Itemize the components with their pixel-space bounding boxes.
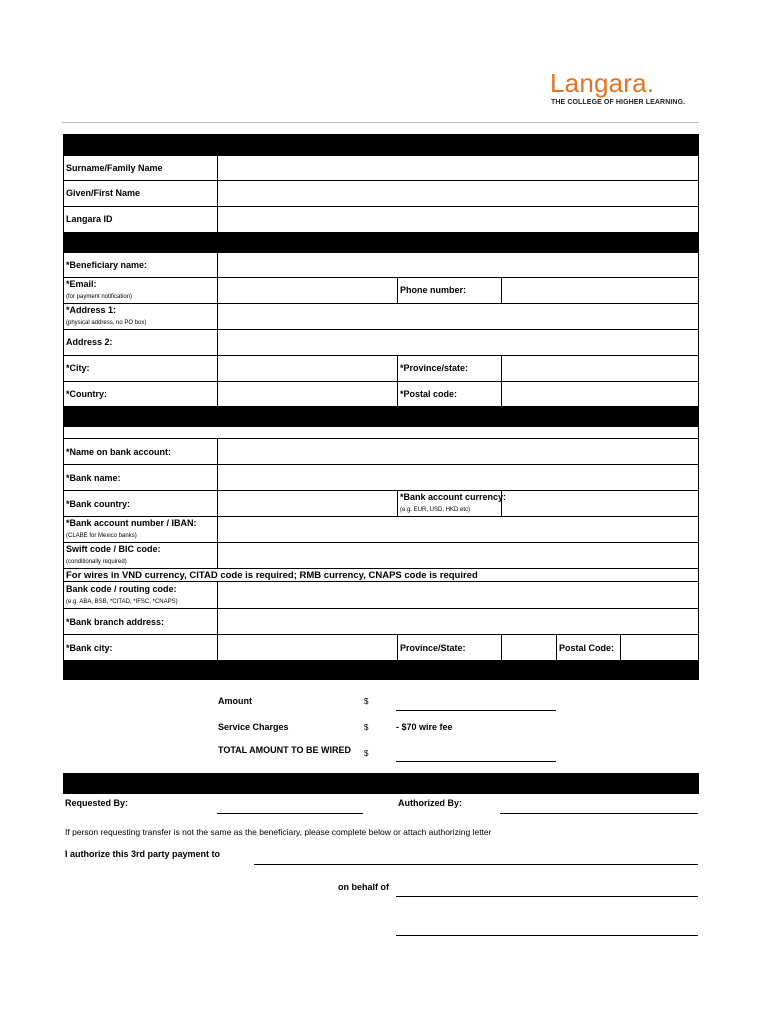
bank-province-input[interactable]: [501, 635, 557, 660]
service-charges-label: Service Charges: [218, 722, 289, 732]
currency-notice: For wires in VND currency, CITAD code is required; RMB currency, CNAPS code is required: [66, 570, 478, 581]
service-dollar-sign: $: [364, 723, 369, 732]
account-name-row: [63, 438, 699, 465]
routing-label: Bank code / routing code:: [66, 584, 177, 594]
currency-input[interactable]: [501, 491, 698, 516]
bank-name-input[interactable]: [217, 465, 698, 490]
requested-by-line[interactable]: [217, 813, 363, 814]
third-party-note: If person requesting transfer is not the same as the beneficiary, please complete below or attach authorizing letter: [65, 827, 492, 837]
swift-label: Swift code / BIC code:: [66, 544, 161, 554]
email-row: [63, 277, 699, 304]
bank-postal-input[interactable]: [620, 635, 698, 660]
requested-by-label: Requested By:: [65, 798, 129, 808]
authorized-by-line[interactable]: [500, 813, 698, 814]
province-input[interactable]: [501, 356, 698, 381]
postal-input[interactable]: [501, 382, 698, 406]
routing-row: [63, 581, 699, 609]
address1-input[interactable]: [217, 304, 698, 329]
email-note: (for payment notification): [66, 294, 133, 300]
amount-label: Amount: [218, 696, 252, 706]
bank-province-label: Province/State:: [400, 643, 466, 653]
bank-country-input[interactable]: [217, 491, 397, 516]
on-behalf-extra-line[interactable]: [396, 935, 698, 936]
account-number-note: (CLABE for Mexico banks): [66, 533, 137, 539]
total-amount-label: TOTAL AMOUNT TO BE WIRED: [218, 745, 351, 755]
address1-label: *Address 1:: [66, 305, 117, 315]
phone-label: Phone number:: [400, 285, 467, 295]
surname-label: Surname/Family Name: [66, 163, 163, 173]
section-bar-student: [63, 134, 699, 155]
authorized-by-label: Authorized By:: [398, 798, 462, 808]
section-bar-beneficiary: [63, 232, 699, 252]
amount-dollar-sign: $: [364, 697, 369, 706]
on-behalf-label: on behalf of: [338, 882, 389, 892]
account-name-input[interactable]: [217, 439, 698, 464]
branch-address-row: [63, 608, 699, 635]
header-divider: [62, 122, 699, 123]
address1-row: [63, 303, 699, 330]
section-bar-approval: [63, 773, 699, 794]
bank-city-row: [63, 634, 699, 661]
country-input[interactable]: [217, 382, 397, 406]
surname-input[interactable]: [217, 156, 698, 180]
currency-note: (e.g. EUR, USD, HKD etc): [400, 507, 471, 513]
routing-input[interactable]: [217, 582, 698, 608]
total-dollar-sign: $: [364, 749, 369, 758]
account-number-row: [63, 516, 699, 543]
total-input-line[interactable]: [396, 761, 556, 762]
bank-city-label: *Bank city:: [66, 643, 113, 653]
currency-notice-row: [63, 568, 699, 582]
bank-country-label: *Bank country:: [66, 499, 131, 509]
bank-country-row: [63, 490, 699, 517]
swift-input[interactable]: [217, 543, 698, 568]
langara-id-input[interactable]: [217, 207, 698, 232]
city-label: *City:: [66, 363, 90, 373]
amount-input-line[interactable]: [396, 710, 556, 711]
swift-note: (conditionally required): [66, 559, 127, 565]
section-bar-bank: [63, 407, 699, 426]
beneficiary-name-label: *Beneficiary name:: [66, 260, 148, 270]
beneficiary-name-row: [63, 252, 699, 278]
section-bar-amount: [63, 660, 699, 680]
address2-input[interactable]: [217, 330, 698, 355]
bank-name-row: [63, 464, 699, 491]
given-name-label: Given/First Name: [66, 188, 141, 198]
given-name-row: [63, 180, 699, 207]
postal-label-cell: [397, 382, 502, 406]
langara-logo-wordmark: Langara.: [550, 68, 655, 98]
province-label-cell: [397, 356, 502, 381]
langara-id-row: [63, 206, 699, 233]
province-label: *Province/state:: [400, 363, 469, 373]
bank-postal-label: Postal Code:: [559, 643, 615, 653]
bank-city-input[interactable]: [217, 635, 397, 660]
currency-label: *Bank account currency:: [400, 492, 507, 502]
city-input[interactable]: [217, 356, 397, 381]
address2-label: Address 2:: [66, 337, 113, 347]
address1-note: (physical address, no PO box): [66, 320, 147, 326]
phone-label-cell: [397, 278, 502, 303]
country-label: *Country:: [66, 389, 107, 399]
bank-province-label-cell: [397, 635, 502, 660]
langara-id-label: Langara ID: [66, 214, 113, 224]
wire-fee-note: - $70 wire fee: [396, 722, 453, 732]
authorize-payment-label: I authorize this 3rd party payment to: [65, 849, 221, 859]
routing-note: (e.g. ABA, BSB, *CITAD, *IFSC, *CNAPS): [66, 599, 178, 605]
langara-logo-tagline: THE COLLEGE OF HIGHER LEARNING.: [551, 99, 686, 106]
address2-row: [63, 329, 699, 356]
phone-input[interactable]: [501, 278, 698, 303]
bank-postal-label-cell: [556, 635, 621, 660]
country-row: [63, 381, 699, 407]
account-name-label: *Name on bank account:: [66, 447, 172, 457]
beneficiary-name-input[interactable]: [217, 253, 698, 277]
postal-label: *Postal code:: [400, 389, 458, 399]
authorize-payment-line[interactable]: [254, 864, 698, 865]
bank-name-label: *Bank name:: [66, 473, 121, 483]
surname-row: [63, 155, 699, 181]
swift-row: [63, 542, 699, 569]
account-number-input[interactable]: [217, 517, 698, 542]
on-behalf-line[interactable]: [396, 896, 698, 897]
email-label: *Email:: [66, 279, 97, 289]
city-row: [63, 355, 699, 382]
given-name-input[interactable]: [217, 181, 698, 206]
currency-label-cell: [397, 491, 507, 516]
branch-address-input[interactable]: [217, 609, 698, 634]
email-input[interactable]: [217, 278, 397, 303]
branch-address-label: *Bank branch address:: [66, 617, 165, 627]
account-number-label: *Bank account number / IBAN:: [66, 518, 197, 528]
